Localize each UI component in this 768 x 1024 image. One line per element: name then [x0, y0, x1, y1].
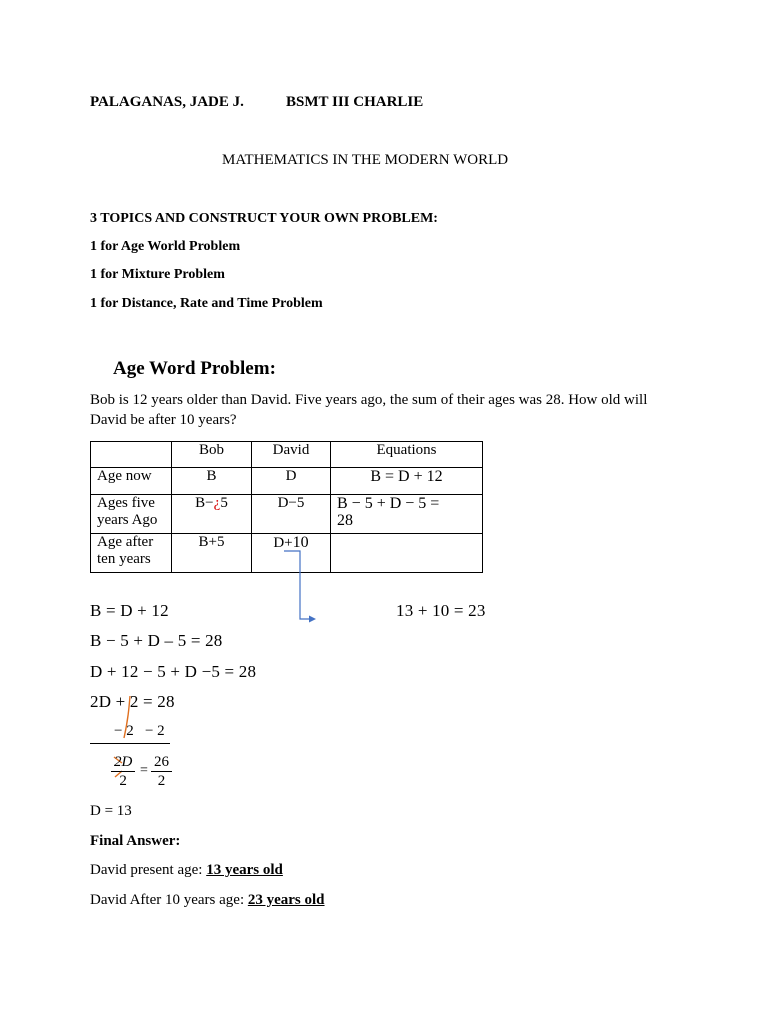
present-age-label: David present age: [90, 862, 207, 878]
cancel-stroke [124, 696, 130, 738]
table-header-bob: Bob [172, 442, 252, 468]
fraction-numerator: 26 [151, 753, 172, 772]
table-row-label [91, 534, 172, 573]
solution-step: B − 5 + D – 5 = 28 [90, 631, 223, 650]
table-cell-equation [331, 534, 483, 573]
problem-text-line1: Bob is 12 years older than David. Five years ago, the sum of their ages was 28. How old will [90, 392, 648, 408]
solution-step: D + 12 − 5 + D −5 = 28 [90, 662, 257, 681]
fraction-numerator: 2D [111, 753, 135, 772]
fraction-denominator: 2 [157, 773, 166, 789]
student-section: BSMT III CHARLIE [286, 94, 424, 110]
table-row-label: Age now [91, 468, 172, 495]
instruction-item: 1 for Age World Problem [90, 239, 241, 254]
instructions-title: 3 TOPICS AND CONSTRUCT YOUR OWN PROBLEM: [90, 211, 438, 226]
problem-heading: Age Word Problem: [113, 358, 276, 379]
bob-expr-prefix: B− [195, 495, 214, 511]
equation-line: B − 5 + D − 5 = [337, 495, 440, 512]
table-header-david: David [252, 442, 331, 468]
fraction-right [151, 753, 172, 790]
after-age-line [90, 892, 325, 909]
after-age-value: 23 years old [247, 892, 325, 908]
table-cell-bob [172, 495, 252, 534]
table-row-label-line: ten years [97, 551, 151, 567]
present-age-value: 13 years old [206, 862, 283, 878]
arrow-line [284, 551, 310, 619]
solution-step: 2D + 2 = 28 [90, 692, 175, 711]
table-header-equations: Equations [331, 442, 483, 468]
david-expr-number: 10 [292, 534, 309, 551]
final-answer-label: Final Answer: [90, 833, 181, 849]
instruction-item: 1 for Mixture Problem [90, 267, 225, 282]
table-row-label-line: Age after [97, 534, 154, 550]
table-row-label-line: Ages five [97, 495, 155, 511]
connector-arrow [280, 545, 320, 625]
equation-line: 28 [337, 512, 353, 529]
table-cell-bob: B [172, 468, 252, 495]
solution-result: D = 13 [90, 803, 132, 819]
table-cell-david: D−5 [252, 495, 331, 534]
table-header-empty [91, 442, 172, 468]
table-row-label-line: years Ago [97, 512, 158, 528]
student-name: PALAGANAS, JADE J. [90, 94, 244, 110]
subtract-line: − 2 − 2 [114, 723, 165, 739]
problem-text-line2: David be after 10 years? [90, 412, 237, 428]
after-age-label: David After 10 years age: [90, 892, 248, 908]
present-age-line [90, 862, 283, 879]
instruction-item: 1 for Distance, Rate and Time Problem [90, 296, 323, 311]
error-mark: ¿ [213, 495, 221, 511]
course-title: MATHEMATICS IN THE MODERN WORLD [222, 152, 509, 168]
table-row-label [91, 495, 172, 534]
fraction-denominator: 2 [119, 773, 127, 789]
table-cell-equation [331, 495, 483, 534]
fraction-left [111, 753, 135, 790]
table-cell-equation: B = D + 12 [331, 468, 483, 495]
arrow-head [309, 616, 316, 623]
david-expr-prefix: D+ [273, 535, 293, 551]
side-equation: 13 + 10 = 23 [396, 601, 486, 620]
bob-expr-suffix: 5 [220, 495, 228, 511]
equals-sign: = [140, 763, 148, 778]
table-cell-david: D [252, 468, 331, 495]
table-cell-bob: B+5 [172, 534, 252, 573]
solution-step: B = D + 12 [90, 601, 169, 620]
